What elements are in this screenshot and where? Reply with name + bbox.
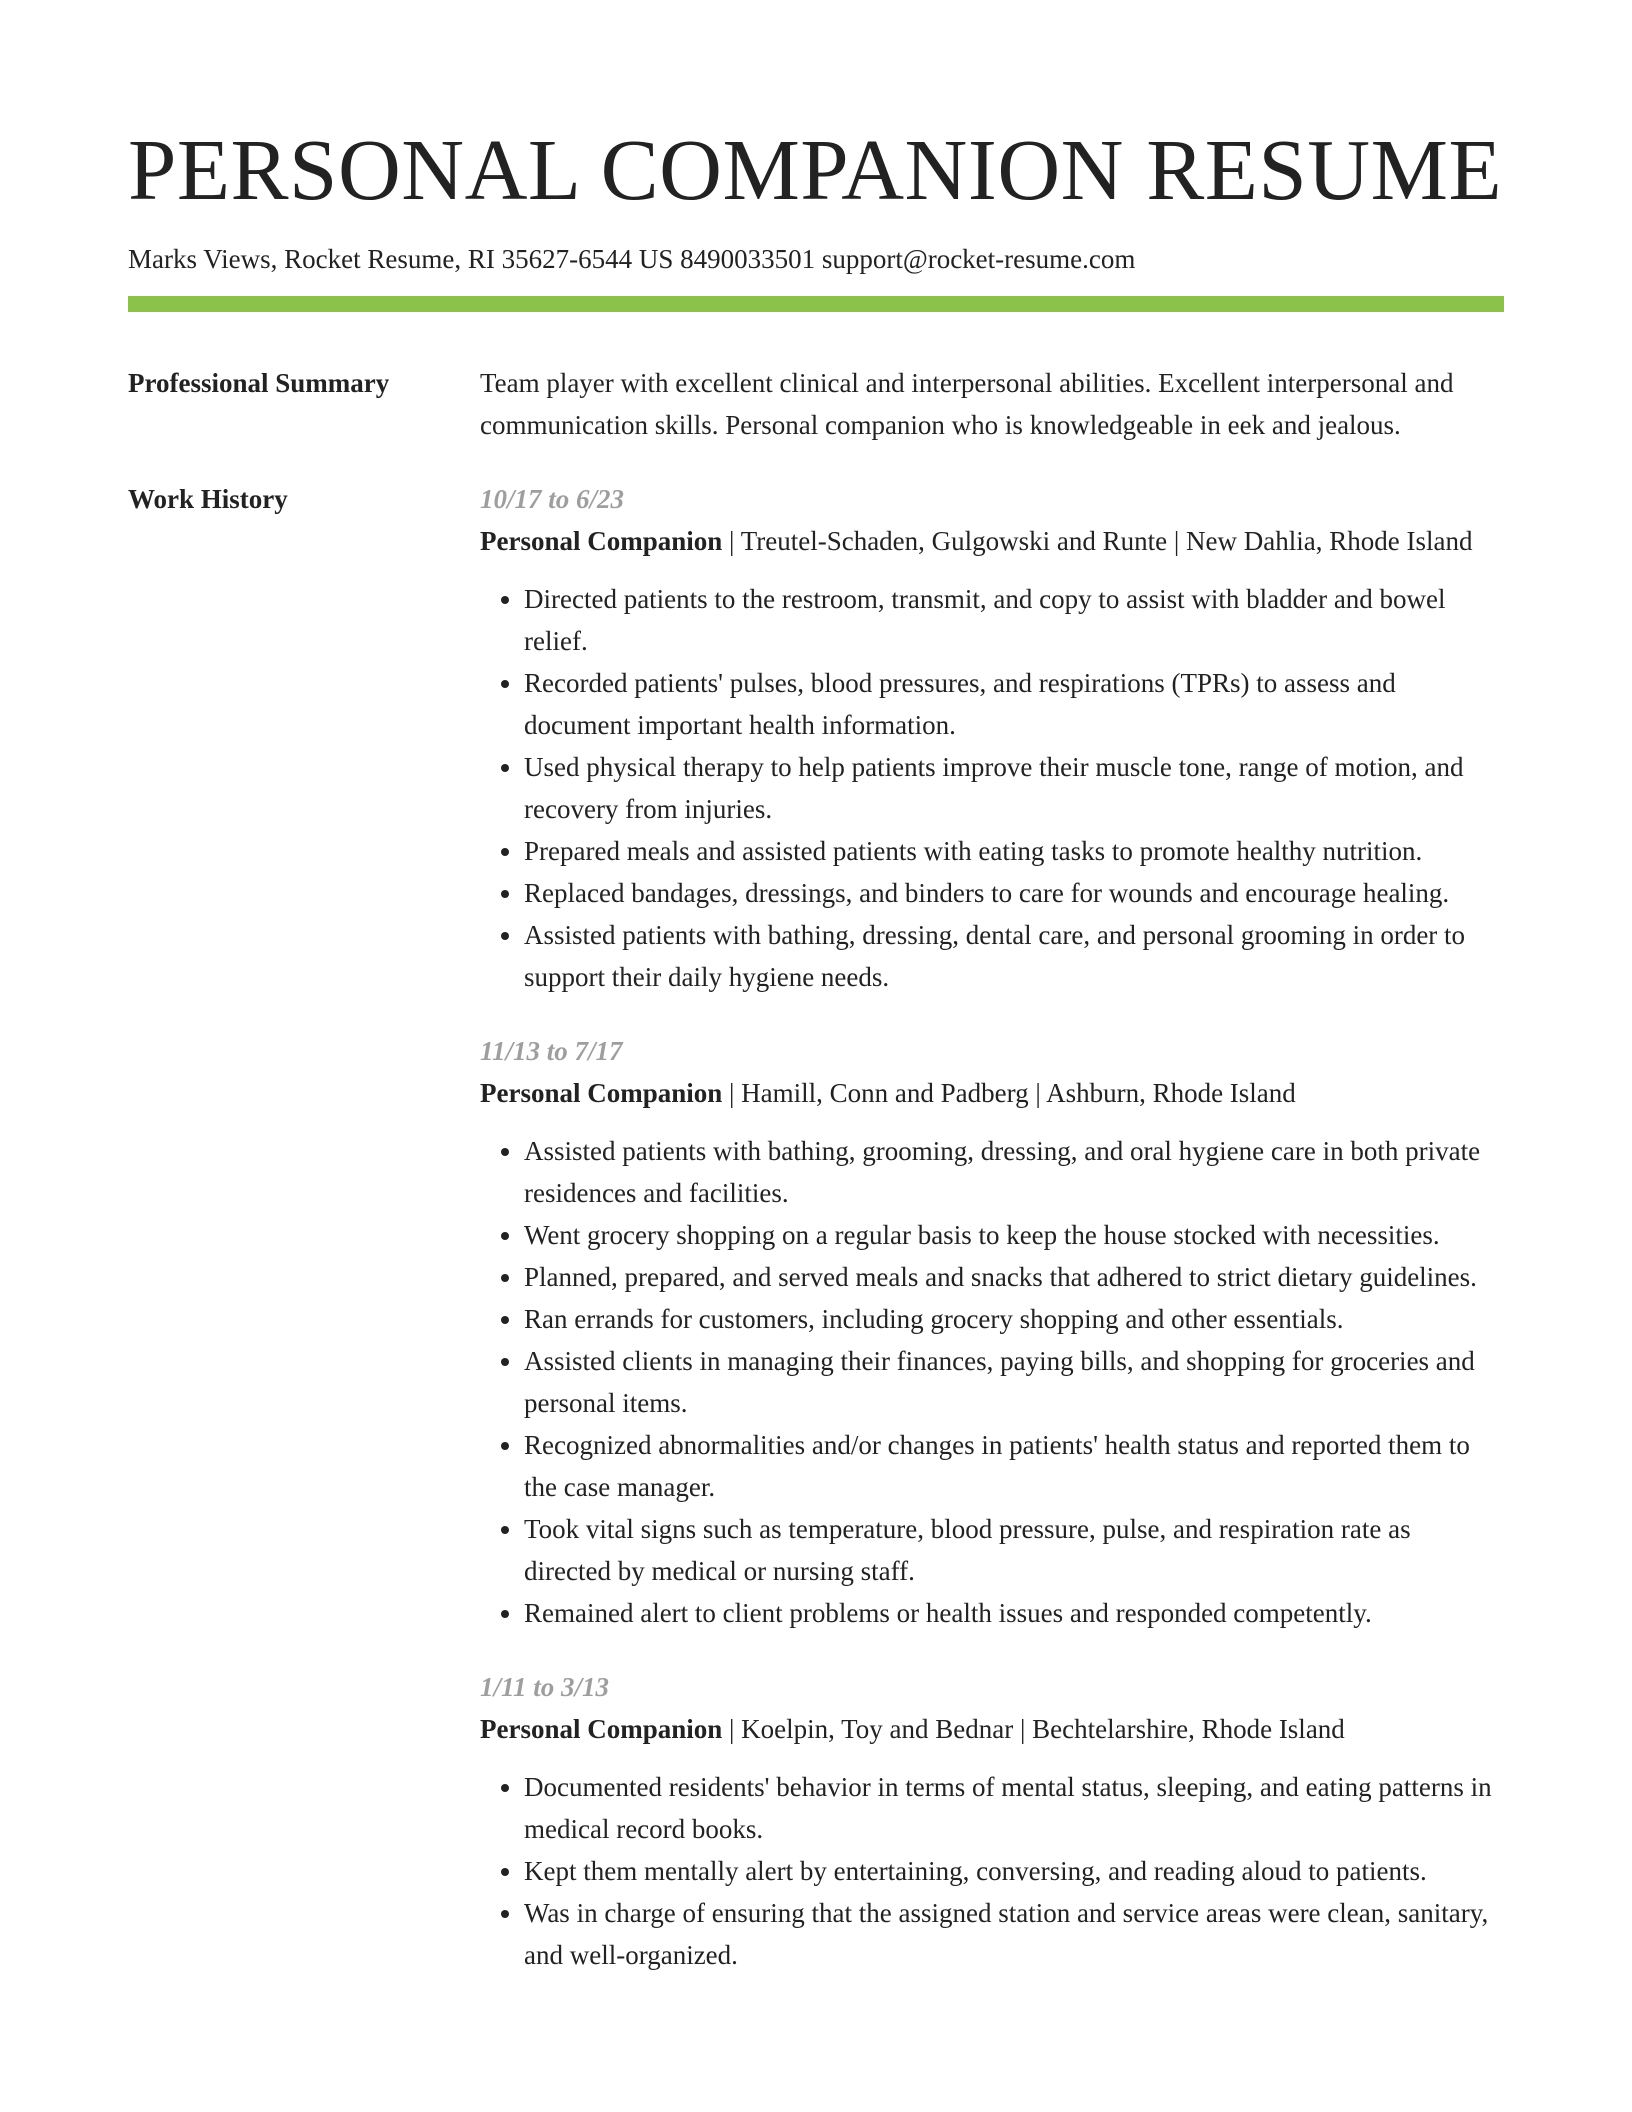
job-bullet: • Assisted patients with bathing, dressing, dental care, and personal grooming in order to support their daily hygiene needs. — [524, 914, 1504, 998]
job-bullet: • Recognized abnormalities and/or changes in patients' health status and reported them to the case manager. — [524, 1424, 1504, 1508]
job-title-line — [480, 1708, 1504, 1750]
work-history-section — [128, 478, 1504, 1976]
job-bullet: • Ran errands for customers, including grocery shopping and other essentials. — [524, 1298, 1504, 1340]
job-title-line — [480, 520, 1504, 562]
job-company-location: | Treutel-Schaden, Gulgowski and Runte | New Dahlia, Rhode Island — [722, 526, 1473, 556]
resume-page — [128, 118, 1504, 1976]
summary-heading: Professional Summary — [128, 368, 390, 398]
work-history-list — [480, 478, 1504, 1976]
job-title: Personal Companion — [480, 1714, 723, 1744]
job-entry — [480, 478, 1504, 998]
contact-line — [128, 242, 1504, 276]
summary-text: Team player with excellent clinical and interpersonal abilities. Excellent interpersonal and communication skills. Personal companion who is knowledgeable in eek and jealous. — [480, 368, 1454, 440]
job-bullet: • Took vital signs such as temperature, blood pressure, pulse, and respiration rate as directed by medical or nursing staff. — [524, 1508, 1504, 1592]
job-bullet: • Recorded patients' pulses, blood pressures, and respirations (TPRs) to assess and document important health information. — [524, 662, 1504, 746]
job-bullet: • Prepared meals and assisted patients with eating tasks to promote healthy nutrition. — [524, 830, 1504, 872]
job-responsibilities — [480, 1766, 1504, 1976]
job-responsibilities — [480, 578, 1504, 998]
job-bullet: • Kept them mentally alert by entertaining, conversing, and reading aloud to patients. — [524, 1850, 1504, 1892]
job-bullet: • Went grocery shopping on a regular basis to keep the house stocked with necessities. — [524, 1214, 1504, 1256]
job-dates: 11/13 to 7/17 — [480, 1036, 623, 1066]
job-bullet: • Assisted clients in managing their finances, paying bills, and shopping for groceries and personal items. — [524, 1340, 1504, 1424]
job-entry — [480, 1030, 1504, 1634]
job-bullet: • Directed patients to the restroom, transmit, and copy to assist with bladder and bowel relief. — [524, 578, 1504, 662]
contact-address: Marks Views, Rocket Resume, RI 35627-6544 US — [128, 244, 674, 274]
contact-email: support@rocket-resume.com — [821, 244, 1136, 274]
job-dates: 1/11 to 3/13 — [480, 1672, 610, 1702]
job-company-location: | Koelpin, Toy and Bednar | Bechtelarshire, Rhode Island — [722, 1714, 1345, 1744]
resume-title: PERSONAL COMPANION RESUME — [128, 121, 1503, 218]
job-bullet: • Assisted patients with bathing, grooming, dressing, and oral hygiene care in both private residences and facilities. — [524, 1130, 1504, 1214]
job-dates: 10/17 to 6/23 — [480, 484, 625, 514]
contact-phone: 8490033501 — [680, 244, 816, 274]
header-divider — [128, 296, 1504, 312]
job-bullet: • Was in charge of ensuring that the assigned station and service areas were clean, sanitary, and well-organized. — [524, 1892, 1504, 1976]
job-bullet: • Replaced bandages, dressings, and binders to care for wounds and encourage healing. — [524, 872, 1504, 914]
work-history-heading: Work History — [128, 484, 288, 514]
job-title-line — [480, 1072, 1504, 1114]
job-title: Personal Companion — [480, 1078, 723, 1108]
job-title: Personal Companion — [480, 526, 723, 556]
job-bullet: • Planned, prepared, and served meals and snacks that adhered to strict dietary guidelines. — [524, 1256, 1504, 1298]
job-bullet: • Remained alert to client problems or health issues and responded competently. — [524, 1592, 1504, 1634]
job-responsibilities — [480, 1130, 1504, 1634]
job-bullet: • Used physical therapy to help patients improve their muscle tone, range of motion, and recovery from injuries. — [524, 746, 1504, 830]
job-bullet: • Documented residents' behavior in terms of mental status, sleeping, and eating patterns in medical record books. — [524, 1766, 1504, 1850]
job-entry — [480, 1666, 1504, 1976]
job-company-location: | Hamill, Conn and Padberg | Ashburn, Rhode Island — [722, 1078, 1296, 1108]
summary-section — [128, 362, 1504, 446]
